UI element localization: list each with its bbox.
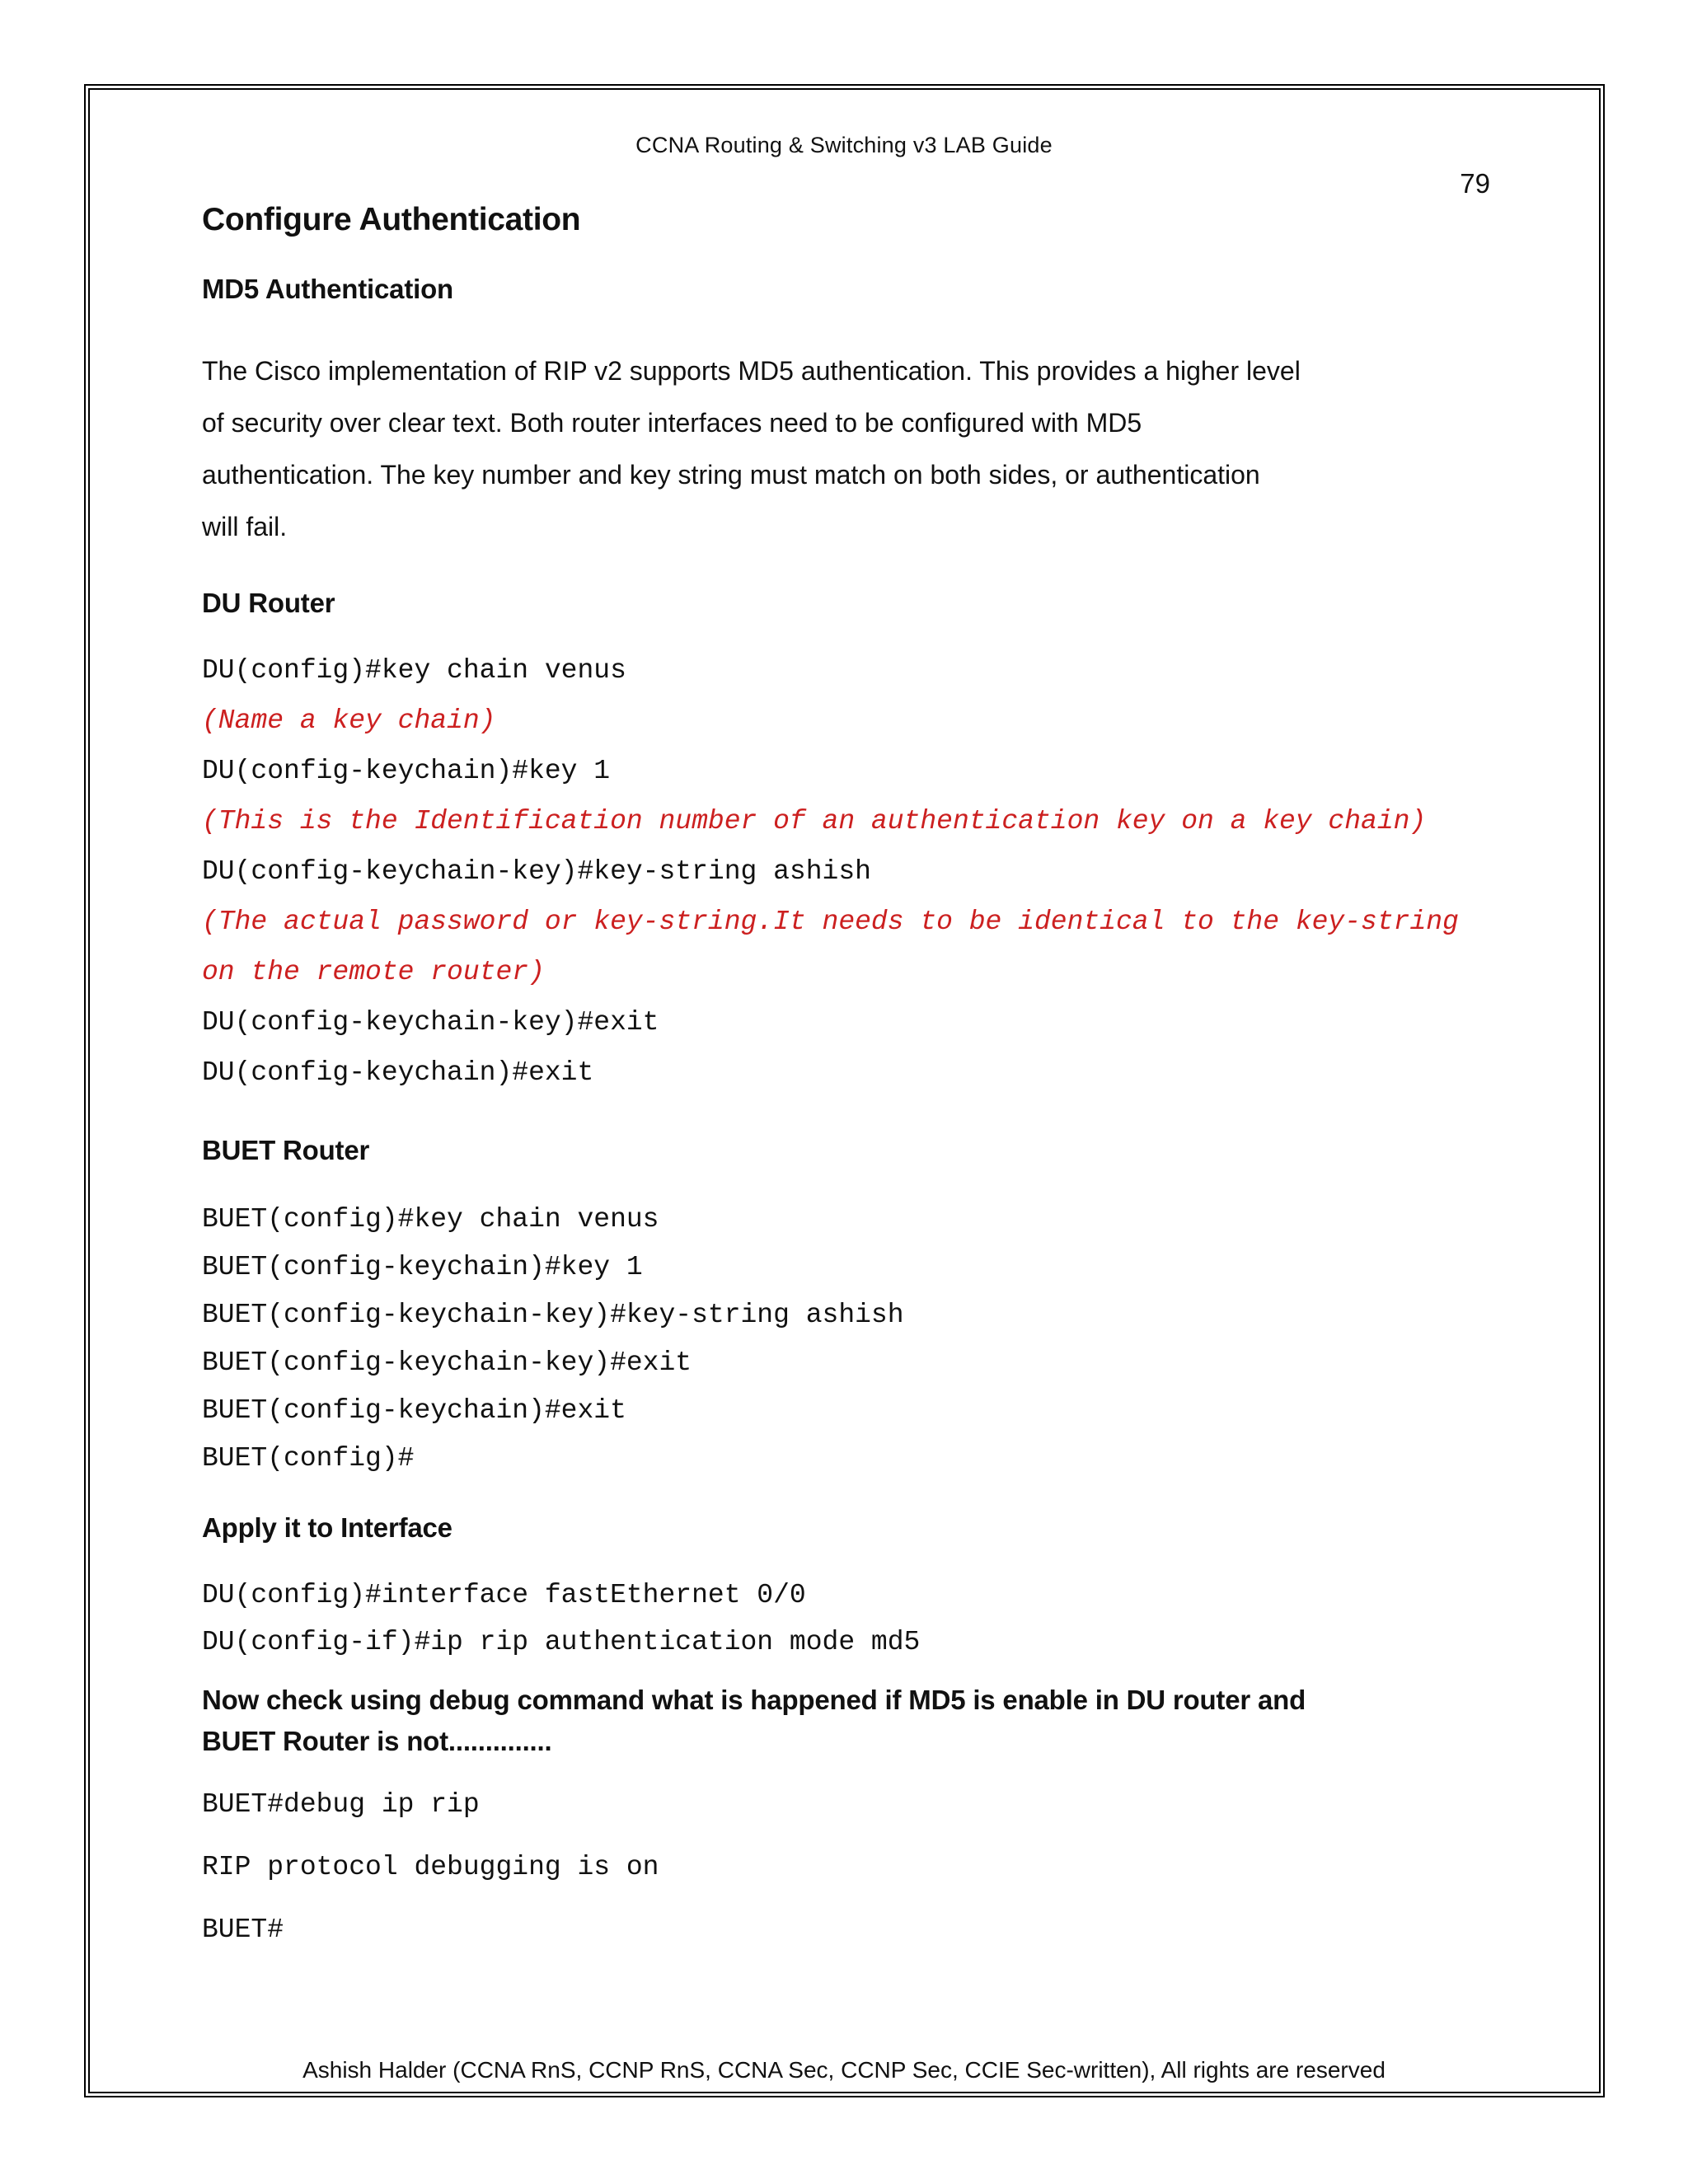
apply-interface-code-block bbox=[202, 1572, 1492, 1666]
code-line: BUET(config-keychain)#exit bbox=[202, 1395, 626, 1426]
code-line: DU(config)#key chain venus bbox=[202, 655, 626, 686]
code-line: RIP protocol debugging is on bbox=[202, 1852, 659, 1882]
code-line: DU(config)#interface fastEthernet 0/0 bbox=[202, 1580, 806, 1610]
code-line: DU(config-keychain)#key 1 bbox=[202, 756, 611, 786]
paragraph-line: authentication. The key number and key string must match on both sides, or authentication bbox=[202, 460, 1260, 490]
doc-title: Configure Authentication bbox=[202, 202, 581, 237]
debug-note bbox=[202, 1680, 1490, 1762]
md5-paragraph bbox=[202, 345, 1490, 553]
section-heading-du-router: DU Router bbox=[202, 588, 335, 618]
code-line: BUET#debug ip rip bbox=[202, 1789, 480, 1820]
buet-router-code-block bbox=[202, 1196, 1492, 1483]
debug-output-code-block bbox=[202, 1774, 1492, 1961]
code-line: (This is the Identification number of an authentication key on a key chain) bbox=[202, 806, 1427, 837]
section-heading-buet-router: BUET Router bbox=[202, 1135, 370, 1165]
code-line: BUET(config-keychain-key)#exit bbox=[202, 1347, 692, 1378]
code-line: BUET(config)# bbox=[202, 1443, 415, 1474]
code-line: DU(config-keychain)#exit bbox=[202, 1057, 594, 1088]
code-line: DU(config-keychain-key)#exit bbox=[202, 1007, 659, 1038]
paragraph-line: will fail. bbox=[202, 512, 288, 541]
du-router-code-block bbox=[202, 645, 1492, 1098]
code-line: (Name a key chain) bbox=[202, 705, 496, 736]
code-line: BUET# bbox=[202, 1915, 284, 1945]
section-heading-md5: MD5 Authentication bbox=[202, 274, 454, 304]
page-number: 79 bbox=[1460, 168, 1490, 199]
header-title: CCNA Routing & Switching v3 LAB Guide bbox=[635, 133, 1053, 157]
code-line: BUET(config)#key chain venus bbox=[202, 1204, 659, 1235]
code-line: BUET(config-keychain-key)#key-string ashish bbox=[202, 1300, 904, 1330]
footer-copyright: Ashish Halder (CCNA RnS, CCNP RnS, CCNA Sec, CCNP Sec, CCIE Sec-written), All rights are reserved bbox=[302, 2057, 1386, 2083]
code-line: DU(config-if)#ip rip authentication mode md5 bbox=[202, 1627, 921, 1657]
paragraph-line: of security over clear text. Both router interfaces need to be configured with MD5 bbox=[202, 408, 1142, 438]
note-line: BUET Router is not.............. bbox=[202, 1726, 552, 1756]
code-line: DU(config-keychain-key)#key-string ashish bbox=[202, 856, 871, 887]
code-line: BUET(config-keychain)#key 1 bbox=[202, 1252, 643, 1282]
note-line: Now check using debug command what is happened if MD5 is enable in DU router and bbox=[202, 1685, 1306, 1715]
code-line: (The actual password or key-string.It needs to be identical to the key-string on the remote router) bbox=[202, 907, 1459, 987]
paragraph-line: The Cisco implementation of RIP v2 supports MD5 authentication. This provides a higher level bbox=[202, 356, 1301, 386]
section-heading-apply-interface: Apply it to Interface bbox=[202, 1512, 452, 1543]
